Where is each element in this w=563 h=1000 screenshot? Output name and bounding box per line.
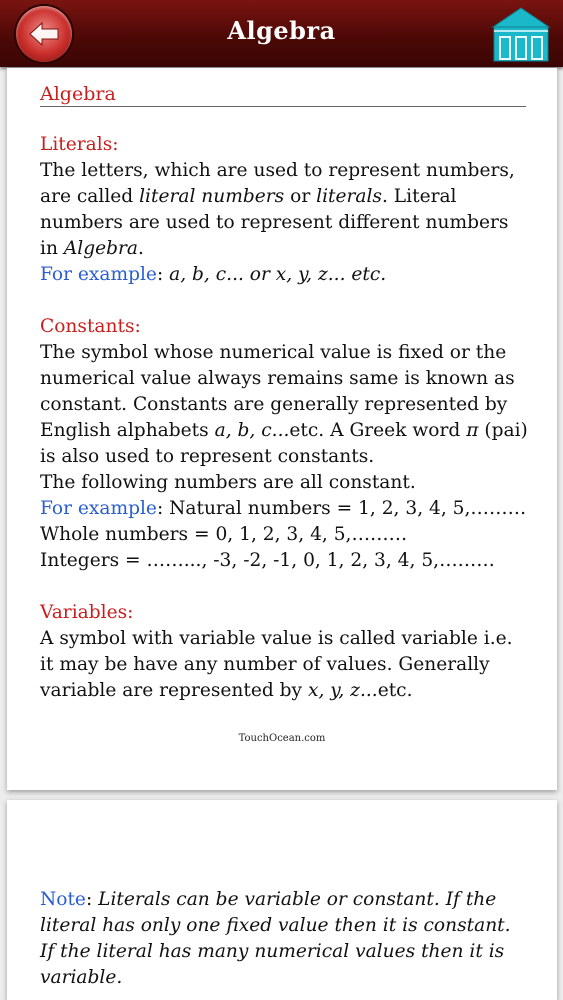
note-card	[7, 800, 557, 1000]
literals-definition: The letters, which are used to represent numbers, are called literal numbers or literals. Literal numbers are used to represent different numbers in Algebra.	[40, 160, 515, 259]
constants-title: Constants:	[40, 316, 141, 337]
note-text: Note: Literals can be variable or constant. If the literal has only one fixed value then it is constant. If the literal has many numerical values then it is variable.	[40, 888, 511, 988]
home-button[interactable]	[491, 7, 551, 62]
constants-integers: Integers = ……..., -3, -2, -1, 0, 1, 2, 3, 4, 5,………	[40, 550, 495, 571]
lesson-heading: Algebra	[40, 83, 526, 107]
literals-title: Literals:	[40, 134, 119, 155]
constants-whole-numbers: Whole numbers = 0, 1, 2, 3, 4, 5,………	[40, 524, 408, 545]
constants-definition: The symbol whose numerical value is fixed or the numerical value always remains same is known as constant. Constants are generally represented by English alphabets a, b, c...etc. A Greek word π (pai) is also used to represent constants.	[40, 342, 528, 467]
lesson-card	[7, 68, 557, 790]
home-icon	[491, 7, 551, 62]
constants-example-natural: For example: Natural numbers = 1, 2, 3, 4, 5,………	[40, 498, 527, 519]
variables-definition: A symbol with variable value is called variable i.e. it may be have any number of values. Generally variable are represented by x, y, z...etc.	[40, 628, 513, 701]
page-title: Algebra	[227, 16, 336, 45]
literals-example: For example: a, b, c... or x, y, z... etc.	[40, 264, 387, 285]
title-bar	[0, 0, 563, 67]
footer-watermark: TouchOcean.com	[238, 733, 326, 744]
variables-title: Variables:	[40, 602, 134, 623]
constants-following: The following numbers are all constant.	[40, 472, 416, 493]
lesson-content	[40, 132, 530, 704]
